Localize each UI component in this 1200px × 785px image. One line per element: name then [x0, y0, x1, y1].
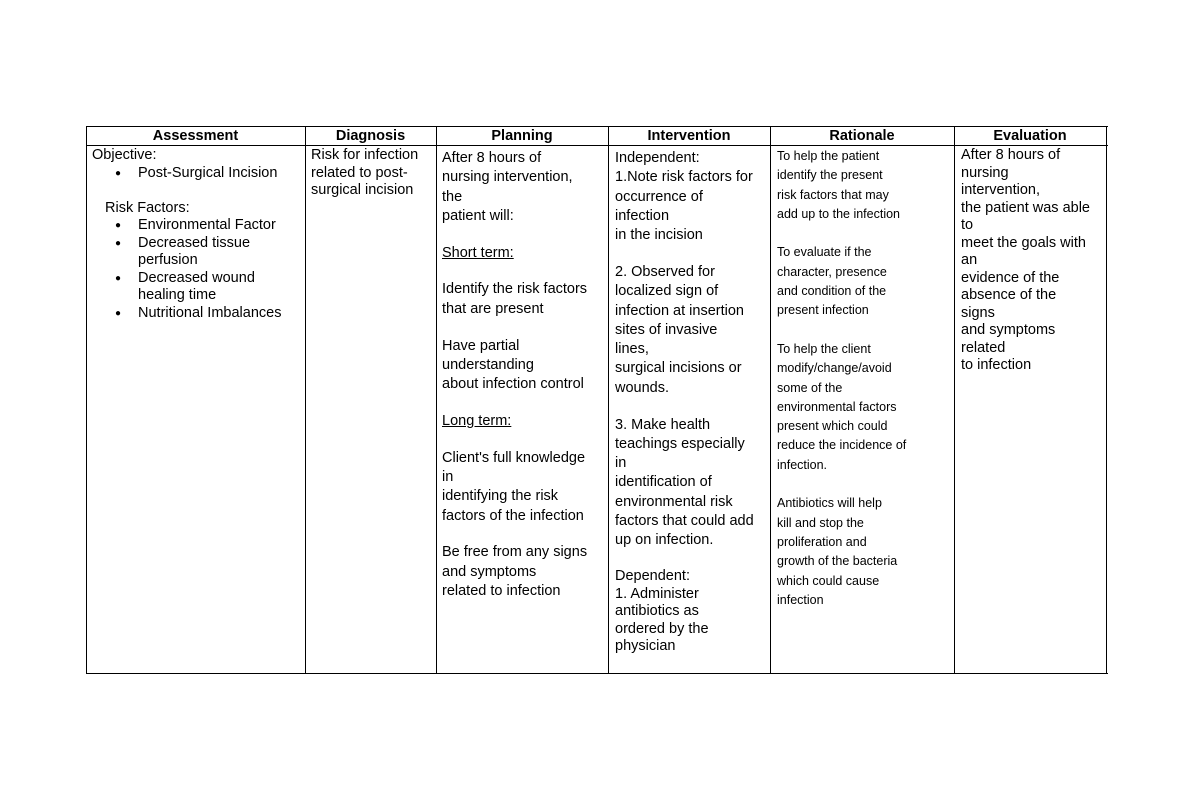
- header-intervention: Intervention: [647, 128, 731, 144]
- evaluation-cell: [961, 147, 1103, 375]
- assessment-cell: [92, 147, 302, 322]
- diagnosis-text: Risk for infection related to post- surgical incision: [311, 147, 419, 198]
- short-term-goal: Identify the risk factors that are present: [442, 281, 588, 317]
- risk-factors-label: Risk Factors:: [105, 199, 190, 216]
- care-plan-table: [86, 126, 1108, 674]
- rationale-item: Antibiotics will help kill and stop the proliferation and growth of the bacteria which could cause infection: [777, 496, 898, 607]
- list-item: ● Decreased tissue perfusion: [92, 235, 302, 270]
- intervention-item: 1.Note risk factors for occurrence of infection in the incision: [615, 169, 753, 244]
- dependent-label: Dependent:: [615, 568, 690, 585]
- objective-list: [92, 165, 302, 183]
- rationale-item: To help the patient identify the present risk factors that may add up to the infection: [777, 149, 901, 221]
- rationale-item: To help the client modify/change/avoid some of the environmental factors present which could reduce the incidence of infection.: [777, 341, 907, 472]
- short-term-label: Short term:: [442, 244, 514, 261]
- header-diagnosis: Diagnosis: [335, 128, 406, 144]
- long-term-goal: Be free from any signs and symptoms related to infection: [442, 544, 588, 600]
- list-item: ● Post-Surgical Incision: [92, 165, 302, 183]
- table-border-left: [86, 127, 87, 673]
- column-divider: [305, 127, 306, 673]
- column-divider: [954, 127, 955, 673]
- column-divider: [608, 127, 609, 673]
- list-item: ● Environmental Factor: [92, 217, 302, 235]
- planning-intro: After 8 hours of nursing intervention, the patient will:: [442, 150, 573, 224]
- planning-cell: [442, 149, 606, 601]
- diagnosis-cell: [311, 147, 433, 200]
- table-border-right: [1106, 127, 1107, 673]
- short-term-goal: Have partial understanding about infection control: [442, 337, 584, 393]
- header-divider: [86, 145, 1108, 146]
- column-divider: [770, 127, 771, 673]
- intervention-cell: [615, 149, 767, 656]
- header-rationale: Rationale: [829, 128, 895, 144]
- risk-factors-list: [92, 217, 302, 322]
- intervention-item: 3. Make health teachings especially in identification of environmental risk factors that could add up on infection.: [615, 416, 754, 549]
- column-divider: [436, 127, 437, 673]
- header-assessment: Assessment: [152, 128, 239, 144]
- intervention-item: 2. Observed for localized sign of infection at insertion sites of invasive lines, surgical incisions or wounds.: [615, 263, 744, 396]
- evaluation-text: After 8 hours of nursing intervention, the patient was able to meet the goals with an evidence of the absence of the signs and symptoms related to infection: [961, 147, 1090, 373]
- long-term-goal: Client's full knowledge in identifying the risk factors of the infection: [442, 449, 586, 524]
- intervention-item: 1. Administer antibiotics as ordered by the physician: [615, 585, 709, 655]
- list-item: ● Nutritional Imbalances: [92, 305, 302, 323]
- header-evaluation: Evaluation: [993, 128, 1067, 144]
- long-term-label: Long term:: [442, 412, 512, 429]
- header-planning: Planning: [491, 128, 553, 144]
- rationale-cell: [777, 147, 953, 610]
- independent-label: Independent:: [615, 150, 700, 166]
- list-item: ● Decreased wound healing time: [92, 270, 302, 305]
- objective-label: Objective:: [92, 147, 157, 163]
- rationale-item: To evaluate if the character, presence and condition of the present infection: [777, 245, 887, 318]
